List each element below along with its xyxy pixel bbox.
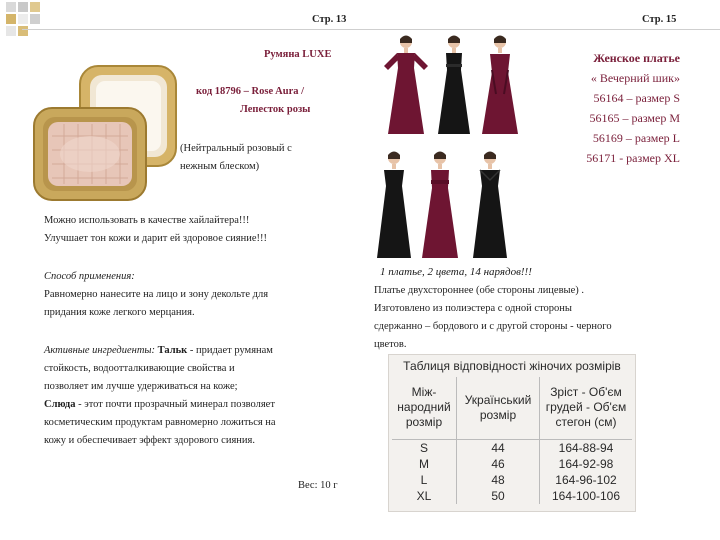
row-m-intl: M	[392, 456, 457, 472]
row-s-ua: 44	[457, 439, 540, 456]
dress-body-line2: Изготовлено из полиэстера с одной стороны	[374, 303, 572, 314]
talc-name: Тальк	[157, 345, 188, 356]
mica-line2: косметическим продуктам равномерно ложиться на	[44, 417, 276, 428]
size-table	[388, 354, 636, 512]
ingredients-label: Активные ингредиенты:	[44, 345, 156, 356]
row-m-ua: 46	[457, 456, 540, 472]
dress-body-line3: сдержанно – бордового и с другой стороны - черного	[374, 321, 612, 332]
table-row	[392, 488, 632, 504]
header-measurements-line1: Зріст - Об'єм	[550, 385, 622, 400]
corner-decoration	[0, 0, 56, 42]
usage-line2: Улучшает тон кожи и дарит ей здоровое сияние!!!	[44, 233, 267, 244]
talc-line2: стойкость, водоотталкивающие свойства и	[44, 363, 235, 374]
dress-headline: 1 платье, 2 цвета, 14 нарядов!!!	[380, 266, 532, 278]
dress-title-line2: « Вечерний шик»	[590, 71, 680, 85]
row-s-intl: S	[392, 439, 457, 456]
dress-info-block	[540, 48, 680, 168]
header-ukrainian-line1: Український	[464, 392, 532, 407]
row-xl-ua: 50	[457, 488, 540, 504]
dresses-photo	[374, 32, 524, 262]
talc-line1: - придает румянам	[187, 345, 273, 356]
size-table-header-row	[392, 377, 632, 439]
mica-line3: кожу и обеспечивает эффект здорового сияния.	[44, 435, 255, 446]
left-page-number: Стр. 13	[312, 14, 347, 25]
product-weight: Вес: 10 г	[298, 480, 338, 491]
dress-size-m: 56165 – размер M	[589, 111, 680, 125]
header-ukrainian-line2: розмір	[479, 407, 517, 422]
table-row	[392, 439, 632, 456]
product-code-line1: код 18796 – Rose Aura /	[196, 86, 305, 97]
application-line1: Равномерно нанесите на лицо и зону декольте для	[44, 289, 269, 300]
top-rule	[22, 29, 720, 30]
blush-compact-image	[30, 62, 182, 204]
shade-description-line2: нежным блеском)	[180, 161, 260, 172]
dress-title-line1: Женское платье	[593, 51, 680, 65]
mica-name: Слюда	[44, 399, 76, 410]
header-international-line3: розмір	[405, 415, 443, 430]
dress-size-xl: 56171 - размер XL	[586, 151, 680, 165]
row-xl-measure: 164-100-106	[551, 488, 621, 503]
size-table-grid	[392, 377, 632, 504]
header-measurements	[540, 377, 633, 439]
row-m-measure: 164-92-98	[558, 456, 614, 471]
shade-description-line1: (Нейтральный розовый с	[180, 143, 292, 154]
dress-size-s: 56164 – размер S	[593, 91, 680, 105]
talc-line3: позволяет им лучше удерживаться на коже;	[44, 381, 238, 392]
header-measurements-line3: стегон (см)	[555, 415, 617, 430]
row-l-ua: 48	[457, 472, 540, 488]
ingredients-talc-line	[44, 342, 273, 360]
row-l-measure: 164-96-102	[555, 472, 617, 487]
mica-line1: - этот почти прозрачный минерал позволяет	[75, 399, 275, 410]
row-xl-intl: XL	[392, 488, 457, 504]
table-row	[392, 472, 632, 488]
header-international-line2: народний	[397, 400, 451, 415]
application-line2: придания коже легкого мерцания.	[44, 307, 195, 318]
usage-line1: Можно использовать в качестве хайлайтера!!!	[44, 215, 250, 226]
dress-body-line4: цветов.	[374, 339, 407, 350]
mica-line	[44, 396, 275, 414]
row-l-intl: L	[392, 472, 457, 488]
row-s-measure: 164-88-94	[540, 439, 633, 456]
header-ukrainian	[457, 377, 540, 439]
right-page-number: Стр. 15	[642, 14, 677, 25]
application-label: Способ применения:	[44, 271, 135, 282]
product-title: Румяна LUXE	[264, 49, 332, 60]
size-table-title: Таблиця відповідності жіночих розмірів	[403, 359, 621, 373]
header-international-line1: Між-	[411, 385, 437, 400]
dress-size-l: 56169 – размер L	[592, 131, 680, 145]
header-international	[392, 377, 457, 439]
dress-body-line1: Платье двухстороннее (обе стороны лицевые) .	[374, 285, 585, 296]
header-measurements-line2: грудей - Об'єм	[545, 400, 627, 415]
product-code-line2: Лепесток розы	[240, 104, 311, 115]
table-row	[392, 456, 632, 472]
